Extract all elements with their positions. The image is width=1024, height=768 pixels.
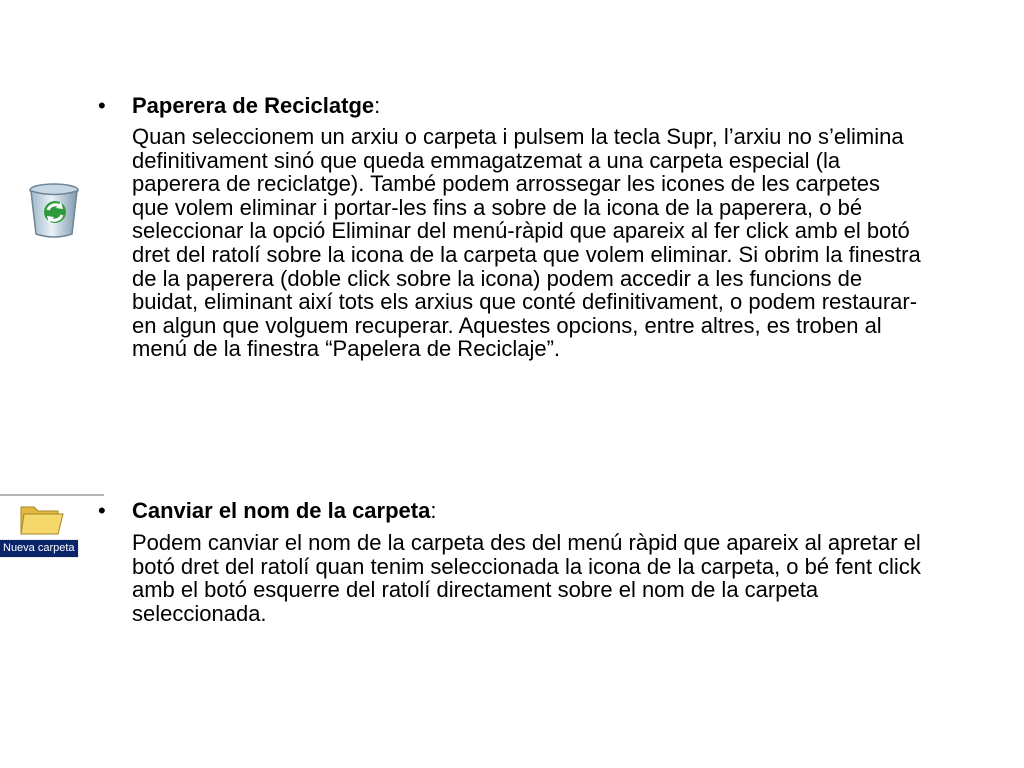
- heading-recycle-bin-colon: :: [374, 93, 381, 118]
- heading-rename-folder-title: Canviar el nom de la carpeta: [132, 498, 431, 523]
- folder-icon: [20, 502, 64, 536]
- recycle-bin-icon: [26, 180, 82, 240]
- heading-rename-folder: [132, 497, 436, 524]
- folder-name-label[interactable]: Nueva carpeta: [0, 540, 78, 557]
- paragraph-rename-folder: Podem canviar el nom de la carpeta des del menú ràpid que apareix al apretar el botó dret del ratolí quan tenim seleccionada la icona de la carpeta, o bé fent click amb el botó esquerre del ratolí directament sobre el nom de la carpeta seleccionada.: [132, 530, 921, 626]
- heading-recycle-bin: [132, 92, 380, 119]
- folder-illustration: [0, 494, 110, 574]
- paragraph-recycle-bin: Quan seleccionem un arxiu o carpeta i pulsem la tecla Supr, l’arxiu no s’elimina definitivament sinó que queda emmagatzemat a una carpeta especial (la paperera de reciclatge). També podem arrossegar les icones de les carpetes que volem eliminar i portar-les fins a sobre de la icona de la paperera, o bé seleccionar la opció Eliminar del menú-ràpid que apareix al fer click amb el botó dret del ratolí sobre la icona de la carpeta que volem eliminar. Si obrim la finestra de la paperera (doble click sobre la icona) podem accedir a les funcions de buidat, eliminant així tots els arxius que conté definitivament, o podem restaurar-en algun que volguem recuperar. Aquestes opcions, entre altres, es troben al menú de la finestra “Papelera de Reciclaje”.: [132, 124, 921, 362]
- heading-recycle-bin-title: Paperera de Reciclatge: [132, 93, 375, 118]
- bullet-rename: •: [98, 498, 106, 523]
- heading-rename-folder-colon: :: [430, 498, 437, 523]
- bullet-recycle: •: [98, 93, 106, 118]
- divider: [0, 494, 104, 496]
